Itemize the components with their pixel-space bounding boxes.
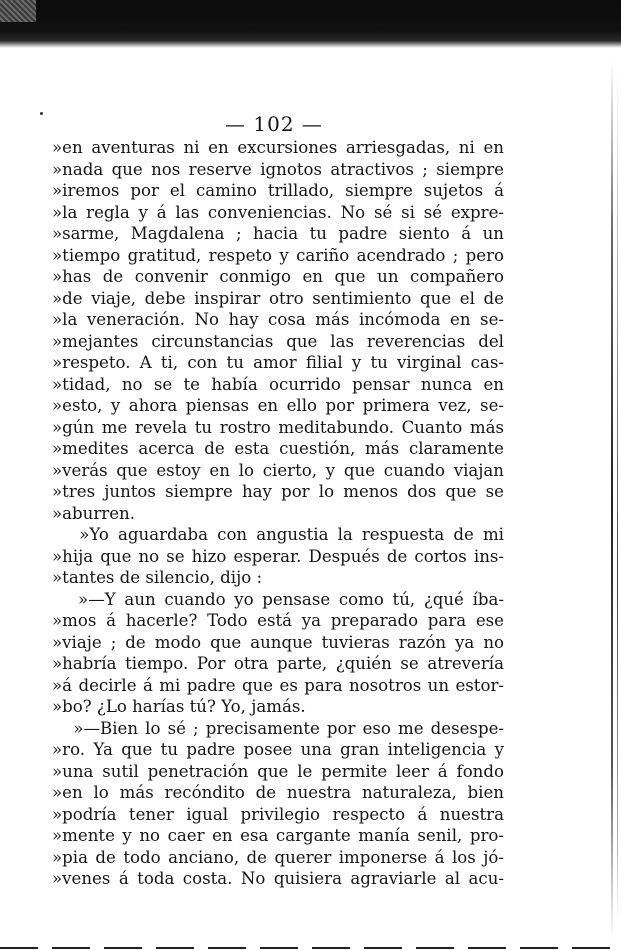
text-line-paragraph-end: »bo? ¿Lo harías tú? Yo, jamás. — [52, 697, 306, 716]
text-line: »en aventuras ni en excursiones arriesgadas, ni en — [52, 138, 504, 157]
text-line: »la veneración. No hay cosa más incómoda en se- — [52, 310, 504, 329]
text-line: »nada que nos reserve ignotos atractivos ; siempre — [52, 159, 504, 179]
text-line: »mejantes circunstancias que las reverencias del — [52, 331, 504, 351]
text-line: »mos á hacerle? Todo está ya preparado para ese — [52, 611, 504, 630]
text-line: »sarme, Magdalena ; hacia tu padre siento á un — [52, 224, 504, 243]
body-text — [52, 137, 504, 890]
text-line: »venes á toda costa. No quisiera agraviarle al acu- — [52, 869, 504, 888]
scan-corner-mark — [0, 0, 36, 22]
text-line: »Yo aguardaba con angustia la respuesta de mi — [52, 525, 504, 544]
text-line: »ro. Ya que tu padre posee una gran inteligencia y — [52, 740, 504, 759]
text-line: »has de convenir conmigo en que un compañero — [52, 267, 504, 286]
scan-border-top — [0, 0, 621, 48]
text-line: »la regla y á las conveniencias. No sé si sé expre- — [52, 202, 504, 222]
text-line: »gún me revela tu rostro meditabundo. Cuanto más — [52, 417, 504, 437]
text-line: »en lo más recóndito de nuestra naturaleza, bien — [52, 783, 504, 802]
scan-border-right-inner — [617, 70, 618, 920]
text-line: »respeto. A ti, con tu amor filial y tu virginal cas- — [52, 353, 504, 372]
scan-border-right — [611, 60, 613, 940]
text-line-paragraph-end: »aburren. — [52, 503, 136, 523]
text-line-paragraph-end: »tantes de silencio, dijo : — [52, 568, 263, 587]
text-line: »iremos por el camino trillado, siempre sujetos á — [52, 181, 504, 200]
text-line: »una sutil penetración que le permite leer á fondo — [52, 761, 504, 781]
text-line: »—Bien lo sé ; precisamente por eso me desespe- — [52, 718, 504, 738]
text-line: »de viaje, debe inspirar otro sentimiento que el de — [52, 288, 504, 308]
text-line: »tiempo gratitud, respeto y cariño acendrado ; pero — [52, 245, 504, 265]
text-line: »medites acerca de esta cuestión, más claramente — [52, 439, 504, 458]
text-line: »pia de todo anciano, de querer imponerse á los jó- — [52, 847, 504, 867]
text-line: »hija que no se hizo esperar. Después de cortos ins- — [52, 546, 504, 566]
text-line: »verás que estoy en lo cierto, y que cuando viajan — [52, 460, 504, 480]
text-line: »tres juntos siempre hay por lo menos dos que se — [52, 482, 504, 501]
text-line: »—Y aun cuando yo pensase como tú, ¿qué íba- — [52, 589, 504, 609]
text-line: »habría tiempo. Por otra parte, ¿quién se atrevería — [52, 654, 504, 673]
text-line: »podría tener igual privilegio respecto á nuestra — [52, 804, 504, 824]
text-line: »viaje ; de modo que aunque tuvieras razón ya no — [52, 632, 504, 652]
text-line: »esto, y ahora piensas en ello por primera vez, se- — [52, 396, 504, 415]
text-line: »mente y no caer en esa cargante manía senil, pro- — [52, 826, 504, 845]
text-line: »á decirle á mi padre que es para nosotros un estor- — [52, 675, 504, 695]
page-number: — 102 — — [225, 112, 323, 136]
scan-border-bottom — [0, 947, 621, 949]
text-line: »tidad, no se te había ocurrido pensar nunca en — [52, 374, 504, 394]
